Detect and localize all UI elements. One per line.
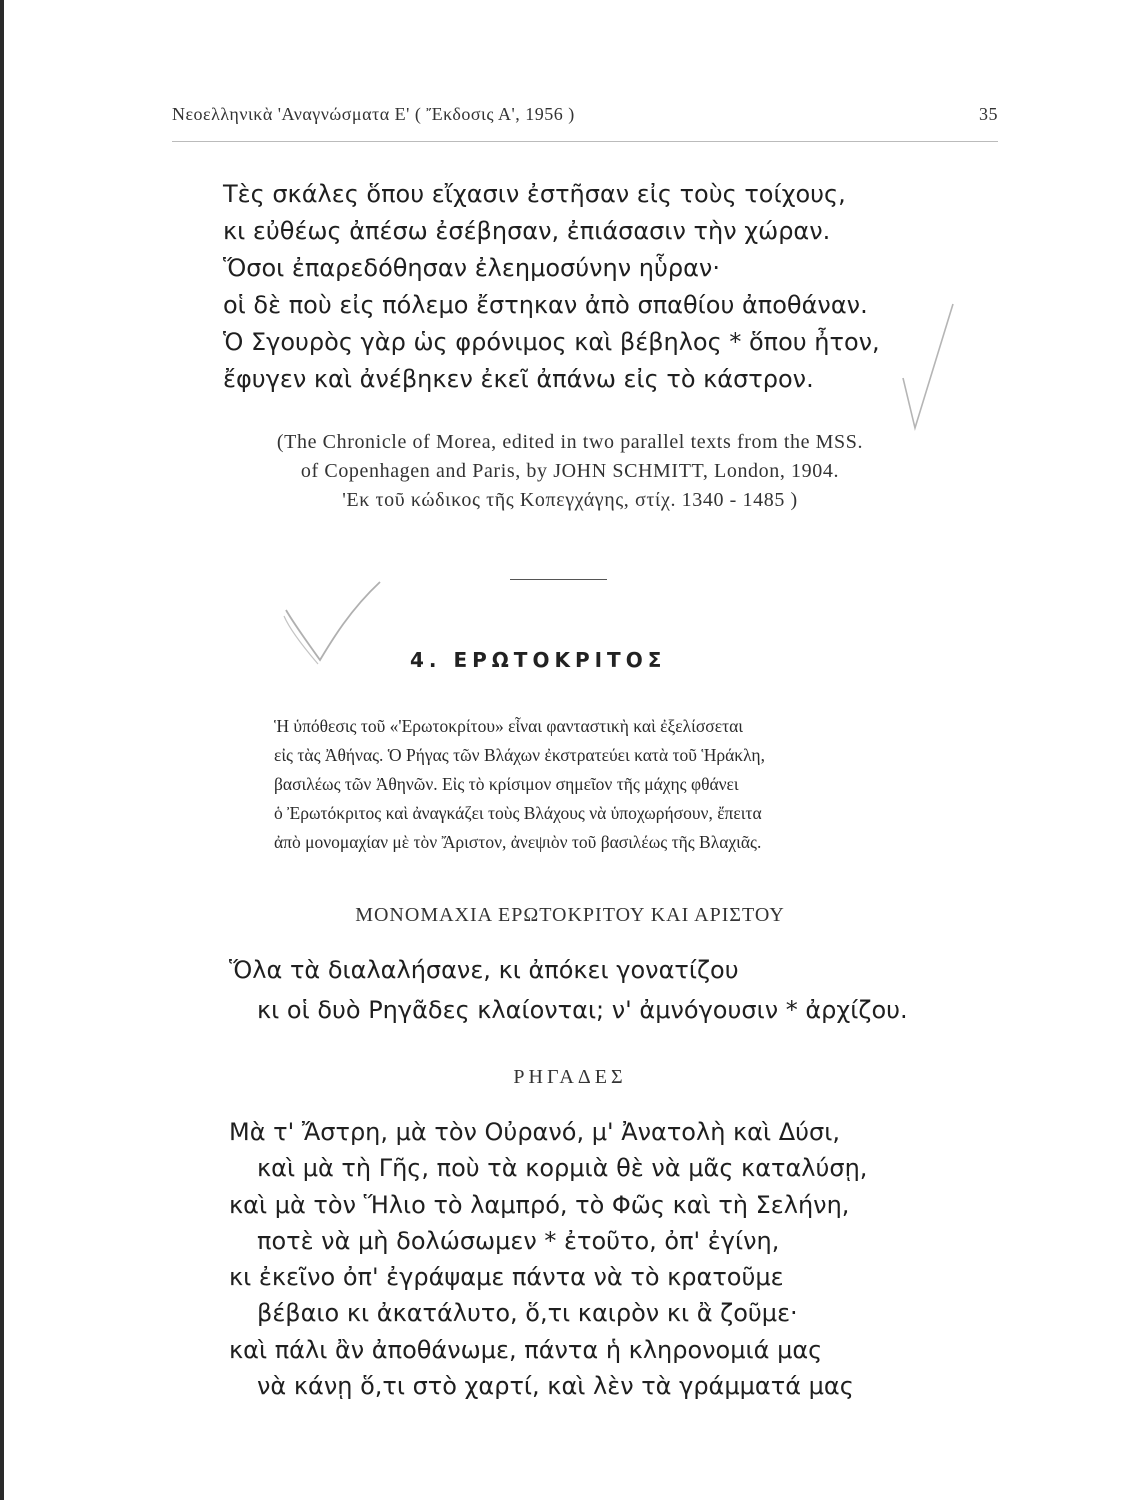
verse-line: νὰ κάνῃ ὅ,τι στὸ χαρτί, καὶ λὲν τὰ γράμματά μας <box>257 1372 854 1401</box>
running-title: Νεοελληνικὰ 'Αναγνώσματα Ε' ( Ἔκδοσις Α', 1956 ) <box>172 104 575 124</box>
section-separator <box>510 579 607 580</box>
verse-line: οἱ δὲ ποὺ εἰς πόλεμο ἔστηκαν ἀπὸ σπαθίου ἀποθάναν. <box>223 291 868 319</box>
synopsis-line: ἀπὸ μονομαχίαν μὲ τὸν Ἄριστον, ἀνεψιὸν τοῦ βασιλέως τῆς Βλαχιᾶς. <box>274 832 762 852</box>
synopsis-line: ὁ Ἐρωτόκριτος καὶ ἀναγκάζει τοὺς Βλάχους νὰ ὑποχωρήσουν, ἔπειτα <box>274 803 762 823</box>
verse-line: καὶ πάλι ἂν ἀποθάνωμε, πάντα ἡ κληρονομιά μας <box>229 1335 823 1364</box>
verse-line: κι ἐκεῖνο ὀπ' ἐγράψαμε πάντα νὰ τὸ κρατοῦμε <box>229 1263 784 1292</box>
page-number: 35 <box>979 104 998 124</box>
verse-line: καὶ μὰ τὴ Γῆς, ποὺ τὰ κορμιὰ θὲ νὰ μᾶς καταλύσῃ, <box>257 1154 868 1183</box>
citation <box>150 428 990 515</box>
verse-block-3 <box>229 1114 867 1404</box>
verse-line: κι οἱ δυὸ Ρηγᾶδες κλαίονται; ν' ἀμνόγουσιν * ἀρχίζου. <box>257 996 908 1024</box>
section-title <box>410 648 810 672</box>
verse-block-1 <box>223 176 880 398</box>
verse-line: Ὅλα τὰ διαλαλήσανε, κι ἀπόκει γονατίζου <box>229 956 739 984</box>
synopsis <box>274 712 998 857</box>
verse-line: ποτὲ νὰ μὴ δολώσωμεν * ἐτοῦτο, ὀπ' ἐγίνη, <box>257 1226 780 1255</box>
verse-line: ἔφυγεν καὶ ἀνέβηκεν ἐκεῖ ἀπάνω εἰς τὸ κάστρον. <box>223 365 814 393</box>
section-number: 4. <box>410 648 442 672</box>
section-name: ΕΡΩΤΟΚΡΙΤΟΣ <box>453 648 667 672</box>
pencil-check-mark-icon <box>895 300 955 440</box>
synopsis-line: εἰς τὰς Ἀθήνας. Ὁ Ρήγας τῶν Βλάχων ἐκστρατεύει κατὰ τοῦ Ἡράκλη, <box>274 745 765 765</box>
running-header <box>172 104 998 125</box>
page-edge <box>0 0 4 1500</box>
verse-line: Ὅσοι ἐπαρεδόθησαν ἐλεημοσύνην ηὗραν· <box>223 254 720 282</box>
pencil-check-mark-icon <box>280 580 390 670</box>
synopsis-line: Ἡ ὑπόθεσις τοῦ «'Ερωτοκρίτου» εἶναι φανταστικὴ καὶ ἐξελίσσεται <box>274 716 743 736</box>
verse-line: κι εὐθέως ἀπέσω ἐσέβησαν, ἐπιάσασιν τὴν χώραν. <box>223 217 831 245</box>
subheading-monomachia: ΜΟΝΟΜΑΧΙΑ ΕΡΩΤΟΚΡΙΤΟΥ ΚΑΙ ΑΡΙΣΤΟΥ <box>355 904 785 926</box>
citation-line: of Copenhagen and Paris, by JOHN SCHMITT, London, 1904. <box>300 460 840 482</box>
verse-line: Μὰ τ' Ἄστρη, μὰ τὸν Οὐρανό, μ' Ἀνατολὴ καὶ Δύσι, <box>229 1118 841 1146</box>
header-rule <box>172 141 998 142</box>
synopsis-line: βασιλέως τῶν Ἀθηνῶν. Εἰς τὸ κρίσιμον σημεῖον τῆς μάχης φθάνει <box>274 774 739 794</box>
verse-line: Τὲς σκάλες ὅπου εἴχασιν ἐστῆσαν εἰς τοὺς τοίχους, <box>223 180 846 208</box>
verse-line: βέβαιο κι ἀκατάλυτο, ὅ,τι καιρὸν κι ἂ ζοῦμε· <box>257 1299 798 1328</box>
citation-line: 'Εκ τοῦ κώδικος τῆς Κοπεγχάγης, στίχ. 1340 - 1485 ) <box>342 489 798 511</box>
verse-line: καὶ μὰ τὸν Ἥλιο τὸ λαμπρό, τὸ Φῶς καὶ τὴ Σελήνη, <box>229 1190 850 1219</box>
verse-block-2 <box>229 950 908 1030</box>
verse-line: Ὁ Σγουρὸς γὰρ ὡς φρόνιμος καὶ βέβηλος * ὅπου ἦτον, <box>223 328 880 356</box>
citation-line: (The Chronicle of Morea, edited in two parallel texts from the MSS. <box>276 431 864 453</box>
subheading-rigades: ΡΗΓΑΔΕΣ <box>513 1066 627 1088</box>
